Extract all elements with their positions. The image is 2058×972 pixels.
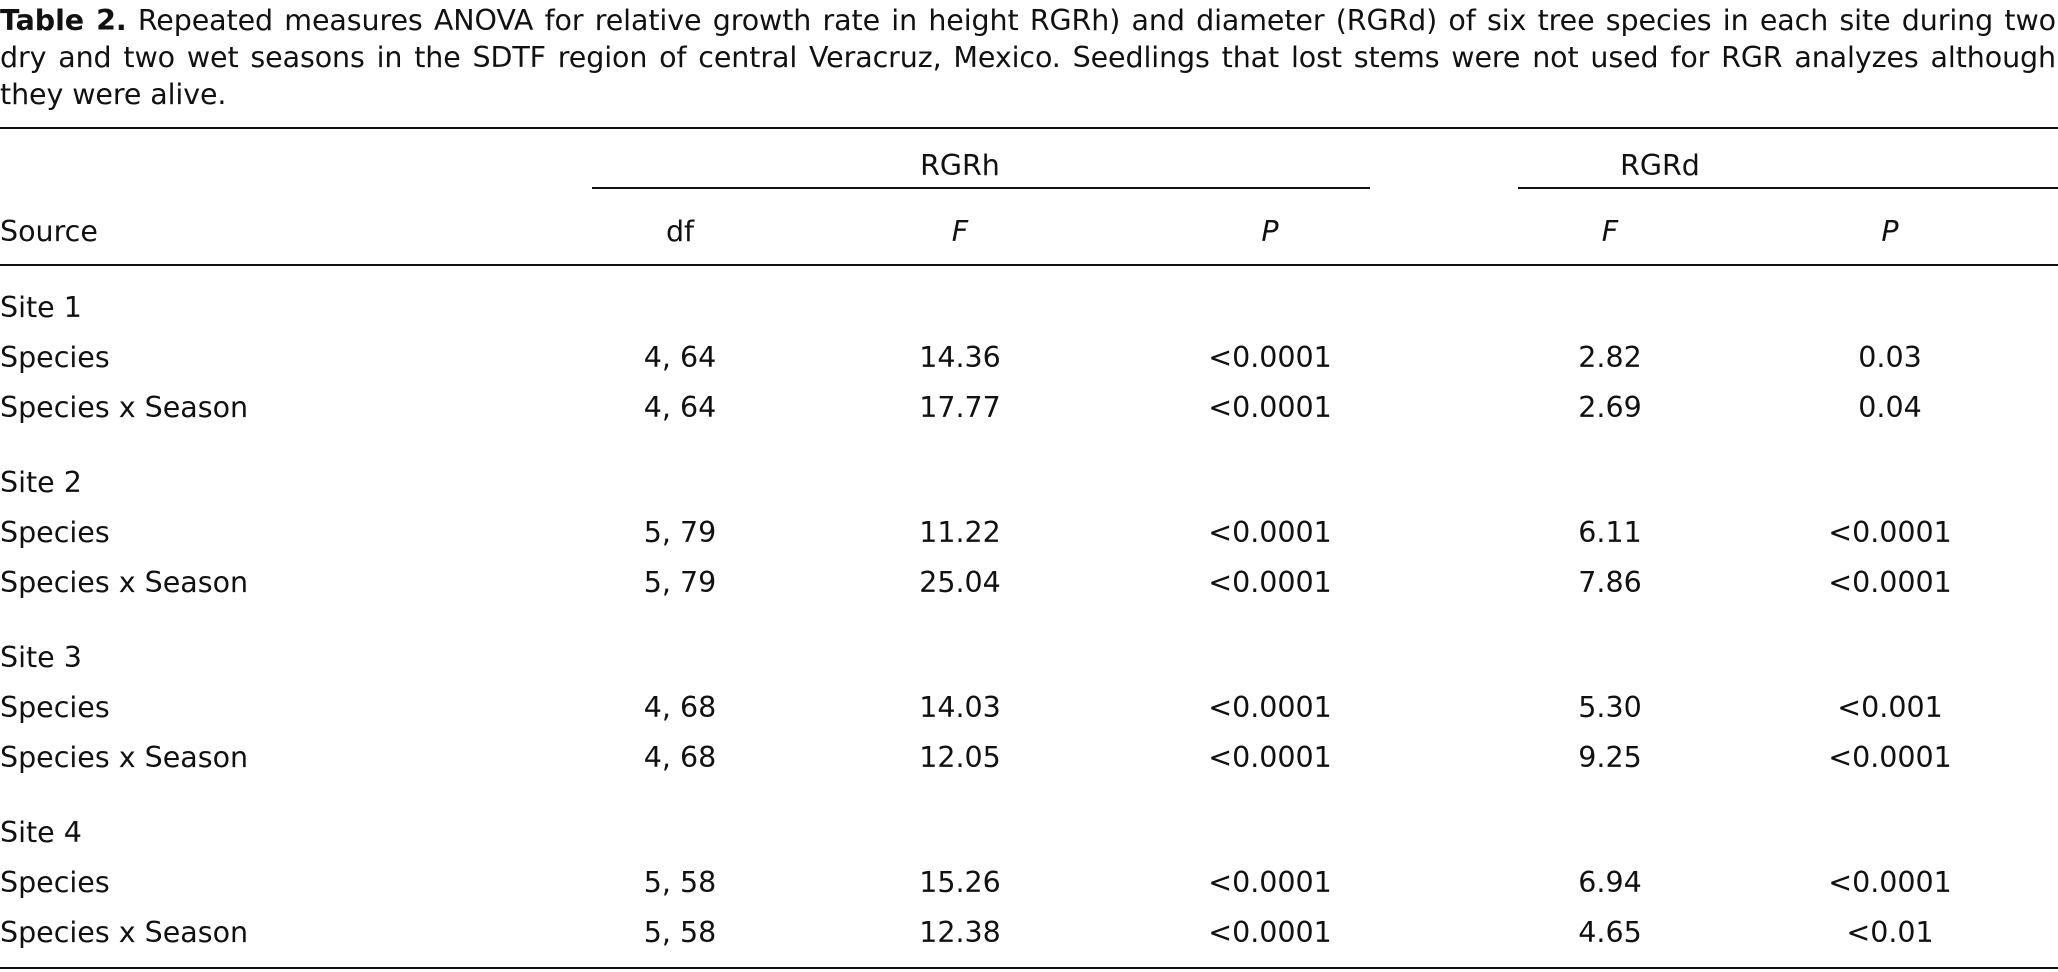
- row-source: Species x Season: [0, 391, 249, 424]
- row-rgrh-f: 12.38: [919, 916, 1001, 949]
- column-header-rgrd-f: F: [1601, 215, 1619, 248]
- row-source: Species: [0, 516, 110, 549]
- row-rgrh-f: 17.77: [919, 391, 1001, 424]
- rgrh-span-rule: [592, 187, 1370, 189]
- row-rgrd-p: <0.001: [1837, 691, 1943, 724]
- site-label: Site 1: [0, 291, 82, 324]
- row-rgrh-p: <0.0001: [1208, 341, 1332, 374]
- row-rgrh-p: <0.0001: [1208, 916, 1332, 949]
- row-rgrd-f: 6.94: [1578, 866, 1642, 899]
- row-rgrd-f: 6.11: [1578, 516, 1642, 549]
- row-rgrd-f: 2.69: [1578, 391, 1642, 424]
- row-rgrh-f: 14.36: [919, 341, 1001, 374]
- row-source: Species x Season: [0, 566, 249, 599]
- row-rgrd-p: <0.0001: [1828, 741, 1952, 774]
- row-source: Species: [0, 691, 110, 724]
- row-source: Species x Season: [0, 741, 249, 774]
- row-rgrh-p: <0.0001: [1208, 516, 1332, 549]
- row-df: 5, 58: [643, 916, 717, 949]
- row-df: 5, 79: [643, 566, 717, 599]
- caption-label: Table 2.: [0, 4, 127, 37]
- site-label: Site 3: [0, 641, 82, 674]
- row-rgrd-p: 0.03: [1858, 341, 1922, 374]
- row-rgrh-f: 25.04: [919, 566, 1001, 599]
- row-rgrh-p: <0.0001: [1208, 691, 1332, 724]
- row-df: 4, 64: [643, 341, 717, 374]
- row-df: 4, 68: [643, 741, 717, 774]
- row-rgrh-p: <0.0001: [1208, 866, 1332, 899]
- row-df: 5, 58: [643, 866, 717, 899]
- row-source: Species: [0, 866, 110, 899]
- site-label: Site 4: [0, 816, 82, 849]
- row-df: 4, 68: [643, 691, 717, 724]
- column-header-rgrd-p: P: [1881, 215, 1899, 248]
- row-rgrh-p: <0.0001: [1208, 741, 1332, 774]
- table-caption: [0, 2, 2056, 113]
- column-header-df: df: [665, 215, 695, 248]
- row-rgrd-p: <0.0001: [1828, 866, 1952, 899]
- column-header-source: Source: [0, 215, 98, 248]
- row-rgrd-f: 5.30: [1578, 691, 1642, 724]
- row-rgrd-f: 2.82: [1578, 341, 1642, 374]
- row-rgrh-f: 11.22: [919, 516, 1001, 549]
- site-label: Site 2: [0, 466, 82, 499]
- caption-text: Repeated measures ANOVA for relative growth rate in height RGRh) and diameter (RGRd) of six tree species in each site during two dry and two wet seasons in the SDTF region of central Veracruz, Mexico. Seedlings that lost stems were not used for RGR analyzes although they were alive.: [0, 4, 2056, 111]
- row-source: Species: [0, 341, 110, 374]
- column-header-rgrh-f: F: [951, 215, 969, 248]
- table-header-rule: [0, 264, 2058, 266]
- row-rgrd-f: 4.65: [1578, 916, 1642, 949]
- row-rgrd-p: <0.01: [1846, 916, 1934, 949]
- column-header-rgrh-p: P: [1261, 215, 1279, 248]
- row-rgrh-p: <0.0001: [1208, 566, 1332, 599]
- table-top-rule: [0, 127, 2058, 129]
- group-header-rgrh: RGRh: [920, 149, 1000, 182]
- row-rgrd-f: 7.86: [1578, 566, 1642, 599]
- row-df: 4, 64: [643, 391, 717, 424]
- row-rgrd-p: <0.0001: [1828, 516, 1952, 549]
- group-header-rgrd: RGRd: [1620, 149, 1700, 182]
- row-rgrh-f: 12.05: [919, 741, 1001, 774]
- table-bottom-rule: [0, 967, 2058, 969]
- row-df: 5, 79: [643, 516, 717, 549]
- row-rgrh-f: 15.26: [919, 866, 1001, 899]
- row-rgrh-p: <0.0001: [1208, 391, 1332, 424]
- row-rgrh-f: 14.03: [919, 691, 1001, 724]
- row-rgrd-p: 0.04: [1858, 391, 1922, 424]
- rgrd-span-rule: [1518, 187, 2058, 189]
- row-rgrd-f: 9.25: [1578, 741, 1642, 774]
- row-source: Species x Season: [0, 916, 249, 949]
- row-rgrd-p: <0.0001: [1828, 566, 1952, 599]
